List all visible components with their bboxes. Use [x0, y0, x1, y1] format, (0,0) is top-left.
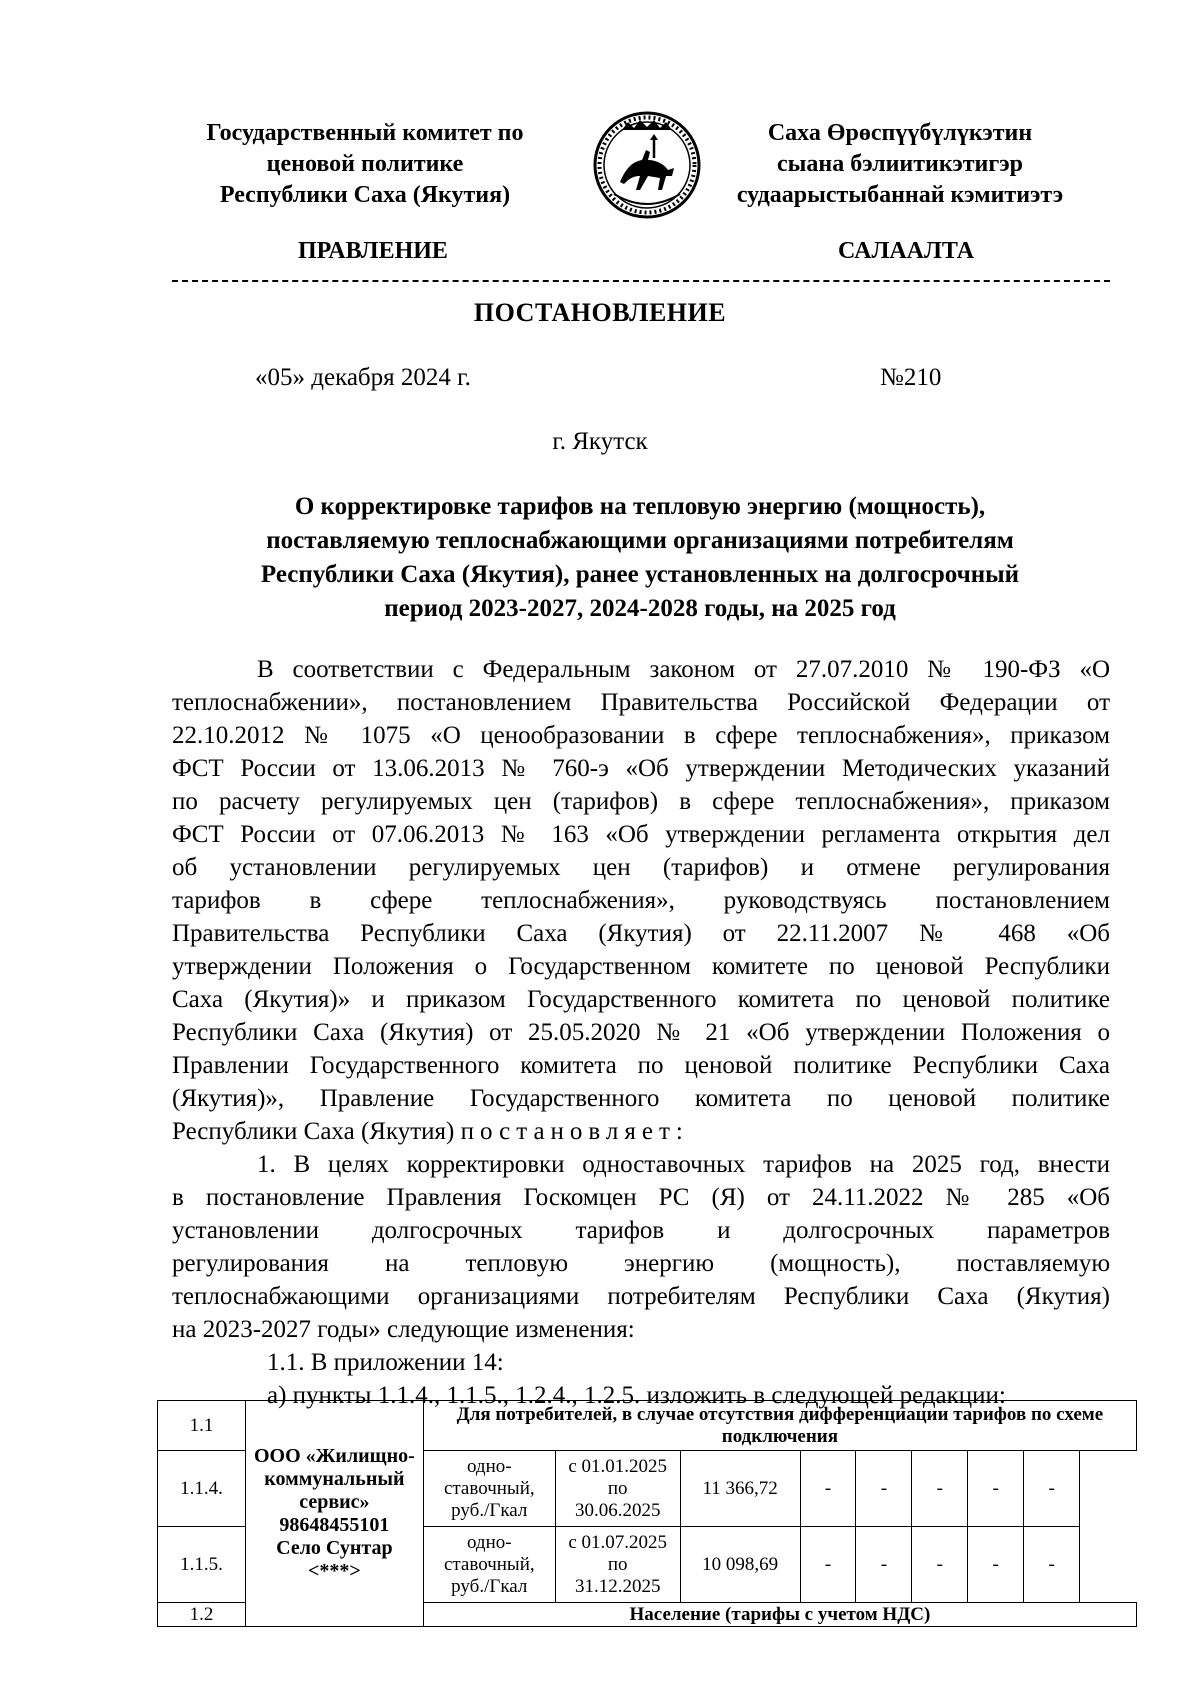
- preamble-line: тарифов в сфере теплоснабжения», руководствуясь постановлением: [172, 887, 1110, 914]
- header-left-line: Республики Саха (Якутия): [219, 182, 511, 208]
- tariff-table: [157, 1400, 1137, 1627]
- period-line: 30.06.2025: [574, 1499, 661, 1521]
- preamble-line: ФСТ России от 13.06.2013 № 760-э «Об утверждении Методических указаний: [172, 755, 1110, 782]
- preamble-line: Правительства Республики Саха (Якутия) от 22.11.2007 № 468 «Об: [172, 920, 1110, 947]
- title-line: период 2023-2027, 2024-2028 годы, на 2025 год: [384, 595, 896, 622]
- period-line: с 01.07.2025: [568, 1531, 668, 1553]
- dash-cell: -: [800, 1527, 856, 1603]
- resolution-word: постановляет:: [460, 1118, 689, 1145]
- dash-cell: -: [968, 1451, 1024, 1527]
- tariff-type-line: ставочный,: [443, 1477, 535, 1499]
- org-line: <***>: [307, 1559, 361, 1582]
- tariff-type-cell: [423, 1527, 555, 1603]
- preamble-line: 22.10.2012 № 1075 «О ценообразовании в сфере теплоснабжения», приказом: [172, 722, 1110, 749]
- item1-line: теплоснабжающими организациями потребителям Республики Саха (Якутия): [172, 1283, 1110, 1310]
- org-line: ООО «Жилищно-: [253, 1444, 415, 1467]
- org-line: коммунальный: [264, 1467, 405, 1490]
- header-left-line: Государственный комитет по: [206, 120, 524, 146]
- org-line: сервис»: [299, 1490, 370, 1513]
- preamble-line: утверждении Положения о Государственном комитете по ценовой Республики: [172, 953, 1110, 980]
- dash-cell: -: [1024, 1527, 1080, 1603]
- item1-1-line: 1.1. В приложении 14:: [267, 1349, 504, 1376]
- preamble-line: теплоснабжении», постановлением Правительства Российской Федерации от: [172, 689, 1110, 716]
- header-right-line: судаарыстыбаннай кэмитиэтэ: [736, 182, 1064, 208]
- title-line: поставляемую теплоснабжающими организациями потребителям: [266, 527, 1014, 554]
- document-date: «05» декабря 2024 г.: [255, 364, 471, 391]
- preamble-line: по расчету регулируемых цен (тарифов) в сфере теплоснабжения», приказом: [172, 788, 1110, 815]
- preamble-last-prefix: Республики Саха (Якутия): [172, 1118, 461, 1145]
- header-separator: [172, 280, 1110, 282]
- item-a-line: а) пункты 1.1.4., 1.1.5., 1.2.4., 1.2.5. изложить в следующей редакции:: [267, 1382, 1006, 1409]
- table-row: [158, 1401, 1137, 1451]
- row-number: 1.1.5.: [158, 1527, 246, 1603]
- header-right-line: Саха Өрөспүүбүлүкэтин: [767, 120, 1033, 146]
- row-number: 1.1.4.: [158, 1451, 246, 1527]
- header-left-ru: [165, 118, 565, 211]
- preamble-line: (Якутия)», Правление Государственного комитета по ценовой политике: [172, 1085, 1110, 1112]
- preamble-last-line: [172, 1115, 1110, 1148]
- item1-line: 1. В целях корректировки одноставочных тарифов на 2025 год, внести: [257, 1151, 1110, 1178]
- title-line: Республики Саха (Якутия), ранее установленных на долгосрочный: [260, 561, 1020, 588]
- dash-cell: -: [800, 1451, 856, 1527]
- organization-cell: [245, 1401, 423, 1627]
- tariff-value-cell: 10 098,69: [680, 1527, 800, 1603]
- tariff-type-line: руб./Гкал: [451, 1575, 528, 1597]
- period-line: с 01.01.2025: [568, 1455, 668, 1477]
- period-cell: [555, 1527, 680, 1603]
- org-line: 98648455101: [279, 1513, 390, 1536]
- dash-cell: -: [856, 1451, 912, 1527]
- yakutia-coat-of-arms-icon: [592, 110, 702, 220]
- period-line: по: [607, 1553, 628, 1575]
- document-number: №210: [880, 364, 942, 391]
- row-number: 1.2: [158, 1603, 246, 1627]
- item1-line: в постановление Правления Госкомцен РС (Я) от 24.11.2022 № 285 «Об: [172, 1184, 1110, 1211]
- document-body: [172, 653, 1110, 1412]
- item1-line: на 2023-2027 годы» следующие изменения:: [172, 1316, 635, 1343]
- dash-cell: -: [912, 1451, 968, 1527]
- tariff-value-cell: 11 366,72: [680, 1451, 800, 1527]
- group-header-cell: Население (тарифы с учетом НДС): [423, 1603, 1136, 1627]
- tariff-type-line: одно-: [466, 1455, 512, 1477]
- tariff-type-line: ставочный,: [443, 1553, 535, 1575]
- preamble-line: ФСТ России от 07.06.2013 № 163 «Об утверждении регламента открытия дел: [172, 821, 1110, 848]
- document-city: г. Якутск: [552, 428, 648, 455]
- preamble-line: об установлении регулируемых цен (тарифов) и отмене регулирования: [172, 854, 1110, 881]
- dash-cell: -: [856, 1527, 912, 1603]
- board-label-sakha: САЛААЛТА: [838, 238, 975, 264]
- document-type: ПОСТАНОВЛЕНИЕ: [473, 298, 727, 327]
- item1-line: регулирования на тепловую энергию (мощность), поставляемую: [172, 1250, 1110, 1277]
- item1-line: установлении долгосрочных тарифов и долгосрочных параметров: [172, 1217, 1110, 1244]
- dash-cell: -: [968, 1527, 1024, 1603]
- row-number: 1.1: [158, 1401, 246, 1451]
- group-header-cell: Для потребителей, в случае отсутствия дифференциации тарифов по схеме подключения: [423, 1401, 1136, 1451]
- preamble-line: Правлении Государственного комитета по ценовой политике Республики Саха: [172, 1052, 1110, 1079]
- preamble-line: Саха (Якутия)» и приказом Государственного комитета по ценовой политике: [172, 986, 1110, 1013]
- tariff-type-line: руб./Гкал: [451, 1499, 528, 1521]
- header-right-sakha: [700, 118, 1100, 211]
- header-right-line: сыана бэлиитикэтигэр: [776, 151, 1023, 177]
- board-label-ru: ПРАВЛЕНИЕ: [298, 238, 448, 264]
- period-cell: [555, 1451, 680, 1527]
- period-line: 31.12.2025: [574, 1575, 661, 1597]
- tariff-type-line: одно-: [466, 1531, 512, 1553]
- header-left-line: ценовой политике: [266, 151, 464, 177]
- dash-cell: -: [1024, 1451, 1080, 1527]
- dash-cell: -: [912, 1527, 968, 1603]
- document-title: [170, 490, 1110, 626]
- period-line: по: [607, 1477, 628, 1499]
- preamble-line: Республики Саха (Якутия) от 25.05.2020 № 21 «Об утверждении Положения о: [172, 1019, 1110, 1046]
- tariff-type-cell: [423, 1451, 555, 1527]
- preamble-line: В соответствии с Федеральным законом от 27.07.2010 № 190-ФЗ «О: [257, 656, 1110, 683]
- org-line: Село Сунтар: [276, 1536, 393, 1559]
- title-line: О корректировке тарифов на тепловую энергию (мощность),: [294, 493, 986, 520]
